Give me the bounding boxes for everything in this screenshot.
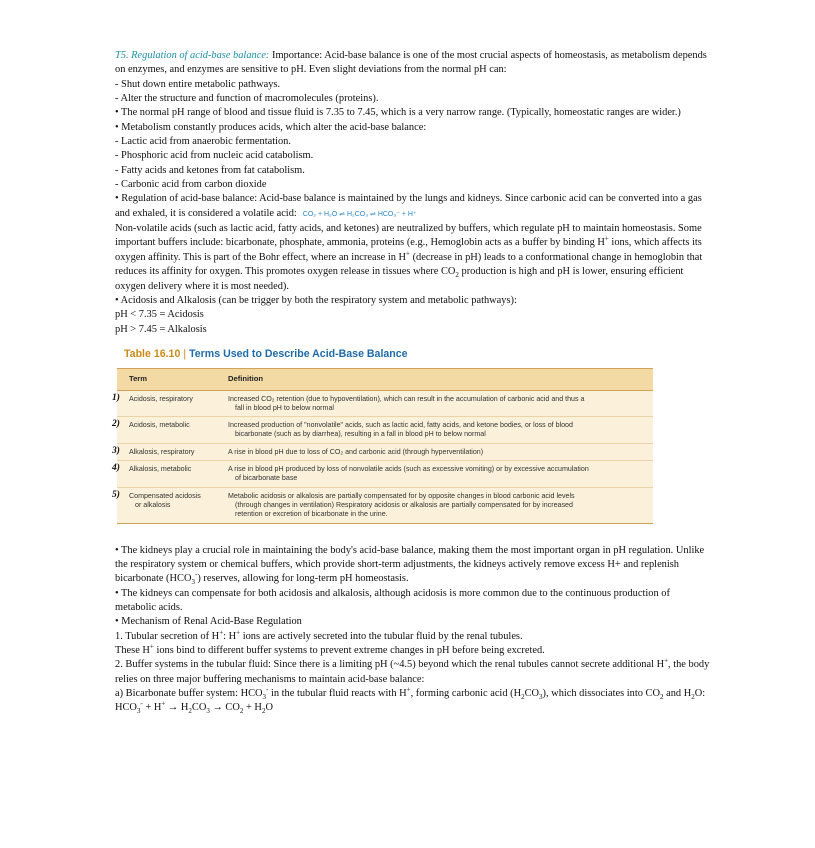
text-line: These H+ ions bind to different buffer systems to prevent extreme changes in pH before being excreted. [115, 642, 545, 656]
table-row: 5) Compensated acidosis or alkalosis Metabolic acidosis or alkalosis are partially compensated for by opposite changes in blood carbonic acid levels (through changes in ventilation) Respiratory acidosis or alkalosis are partially compensated for by increased retention or excretion of bicarbonate in the urine. [112, 489, 575, 519]
text-paragraph: a) Bicarbonate buffer system: $HCO_3^-$ in the tubular fluid reacts with H+, forming carbonic acid $(H_2CO_3)$, which dissociates into $CO_2$ and $H_2O$: $HCO_3^- + H^+ \to H_2CO_3 \to CO_2 + H_2O$ [115, 685, 706, 716]
text-line: pH < 7.35 = Acidosis [115, 309, 204, 321]
table-header: Term Definition [117, 369, 653, 390]
table-row: 2) Acidosis, metabolic Increased production of "nonvolatile" acids, such as lactic acid, fatty acids, and ketone bodies, or loss of blood bicarbonate (such as by diarrhea), resulting in a fall in blood pH to below normal [117, 417, 653, 444]
text-line: - Fatty acids and ketones from fat catabolism. [115, 164, 305, 176]
text-paragraph: Non-volatile acids (such as lactic acid, fatty acids, and ketones) are neutralized by buffers, which regulate pH to maintain homeostasis. Some important buffers include: bicarbonate, phosphate, ammonia, proteins (e.g., Hemoglobin acts as a buffer by binding H+ ions, which affects its oxygen affinity. This is part of the Bohr effect, where an increase in H+ (decrease in pH) leads to a conformational change in hemoglobin that reduces its affinity for oxygen. This promotes oxygen release in tissues where $CO_2$ production is high and pH is lower, ensuring efficient oxygen delivery where it is most needed). [115, 223, 703, 292]
text-line: • Mechanism of Renal Acid-Base Regulation [115, 616, 302, 628]
text-line: - Alter the structure and function of macromolecules (proteins). [115, 93, 379, 105]
text-paragraph: • The kidneys can compensate for both acidosis and alkalosis, although acidosis is more common due to the continuous production of metabolic acids. [115, 587, 670, 613]
intro-paragraph: T5. Regulation of acid-base balance: Importance: Acid-base balance is one of the most crucial aspects of homeostasis, as metabolism depends on enzymes, and enzymes are sensitive to pH. Even slight deviations from the normal pH can: [115, 50, 707, 76]
terms-table [112, 344, 653, 524]
document-page [112, 49, 710, 716]
text-paragraph: 2. Buffer systems in the tubular fluid: Since there is a limiting pH (~4.5) beyond which the renal tubules cannot secrete additional H+, the body relies on three major buffering mechanisms to maintain acid-base balance: [115, 656, 710, 685]
equation: CO₂ + H₂O ⇌ H₂CO₃ ⇌ HCO₃⁻ + H⁺ [302, 210, 417, 218]
text-line: pH > 7.45 = Alkalosis [115, 323, 207, 335]
text-line: - Phosphoric acid from nucleic acid catabolism. [115, 150, 314, 162]
table-row: 4) Alkalosis, metabolic A rise in blood pH produced by loss of nonvolatile acids (such as excessive vomiting) or by excessive accumulation of bicarbonate base [117, 461, 653, 488]
table-row: 1) Acidosis, respiratory Increased CO₂ retention (due to hypoventilation), which can result in the accumulation of carbonic acid and thus a fall in blood pH to below normal [117, 391, 653, 418]
text-paragraph: • Regulation of acid-base balance: Acid-base balance is maintained by the lungs and kidneys. Since carbonic acid can be converted into a gas and exhaled, it is considered a volatile acid: CO₂ + H₂O ⇌ H₂CO₃ ⇌ HCO₃⁻ + H⁺ [115, 193, 702, 219]
text-line: 1. Tubular secretion of H+: H+ ions are actively secreted into the tubular fluid by the renal tubules. [115, 628, 523, 642]
text-line: • Acidosis and Alkalosis (can be trigger by both the respiratory system and metabolic pathways): [115, 294, 517, 306]
text-line: - Lactic acid from anaerobic fermentation. [115, 136, 291, 148]
table-row: 3) Alkalosis, respiratory A rise in blood pH due to loss of CO₂ and carbonic acid (through hyperventilation) [117, 444, 653, 461]
text-line: - Shut down entire metabolic pathways. [115, 78, 281, 90]
table-caption: Table 16.10 | Terms Used to Describe Acid-Base Balance [124, 347, 408, 360]
text-line: • Metabolism constantly produces acids, which alter the acid-base balance: [115, 121, 427, 133]
text-line: • The normal pH range of blood and tissue fluid is 7.35 to 7.45, which is a very narrow range. (Typically, homeostatic ranges are wider.) [115, 107, 681, 119]
text-paragraph: • The kidneys play a crucial role in maintaining the body's acid-base balance, making them the most important organ in pH regulation. Unlike the respiratory system or chemical buffers, which provide short-term adjustments, the kidneys actively remove excess H+ and replenish bicarbonate $(HCO_3^-)$ reserves, allowing for long-term pH homeostasis. [115, 544, 705, 587]
text-line: - Carbonic acid from carbon dioxide [115, 179, 267, 191]
section-title: T5. Regulation of acid-base balance: [115, 50, 270, 61]
